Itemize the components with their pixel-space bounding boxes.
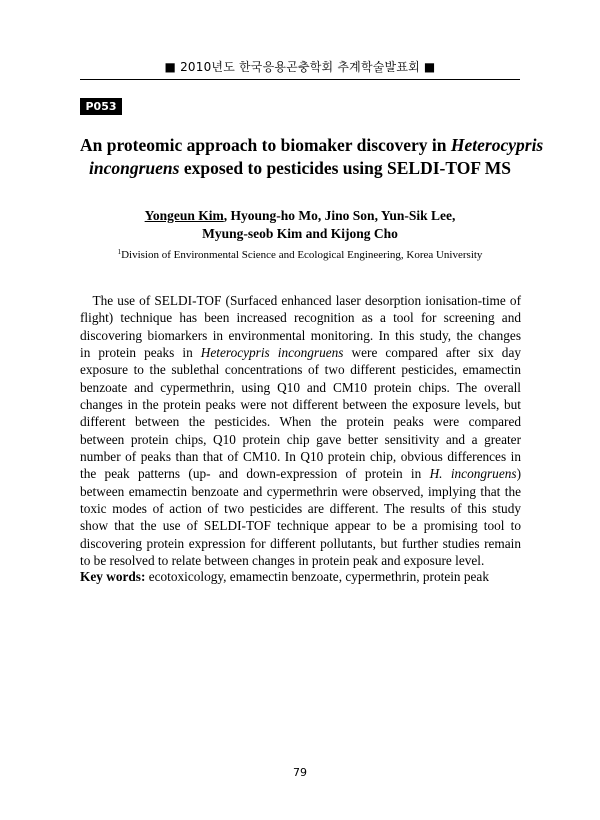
poster-number-badge: P053 xyxy=(80,98,122,115)
abstract-line: discovering biomarkers in environmental monitoring. In this study, the changes xyxy=(80,327,521,343)
species-name: Heterocypris incongruens xyxy=(200,345,344,361)
affiliation-marker: 1 xyxy=(117,248,122,256)
abstract-line: toxic modes of action of two pesticides are different. The results of this study xyxy=(80,501,521,517)
header-rule xyxy=(80,79,520,80)
author-line-2: Myung-seob Kim and Kijong Cho xyxy=(202,226,398,241)
abstract-line: different between the pesticides. When the protein peaks were compared xyxy=(80,414,521,430)
keywords xyxy=(80,568,520,585)
abstract-line: to be resolved to relate between changes in protein peak and exposure level. xyxy=(80,553,485,569)
affiliation-text: Division of Environmental Science and Ecological Engineering, Korea University xyxy=(121,249,483,261)
running-header: ■ 2010년도 한국응용곤충학회 추계학술발표회 ■ xyxy=(164,60,436,74)
abstract-line: flight) technique has been increased recognition as a tool for screening and xyxy=(80,310,521,326)
title-line-2-text: exposed to pesticides using SELDI-TOF MS xyxy=(179,158,512,178)
abstract-line: the peak patterns (up- and down-expression of protein in H. incongruens) xyxy=(80,466,521,482)
abstract-line: exposure to the sublethal concentrations of two different pesticides, emamectin xyxy=(80,362,521,378)
keywords-text: ecotoxicology, emamectin benzoate, cypermethrin, protein peak xyxy=(145,569,489,584)
abstract-line: discovering protein expression for different pollutants, but further studies remain xyxy=(80,535,521,551)
abstract-line: number of peaks than that of CM10. In Q10 protein chip, obvious differences in xyxy=(80,449,521,465)
affiliation xyxy=(80,245,520,263)
author-list xyxy=(80,207,520,243)
author-line-1 xyxy=(80,207,520,225)
title-species-epithet: incongruens xyxy=(88,158,180,178)
page-number: 79 xyxy=(293,766,307,779)
paper-title xyxy=(80,134,544,180)
abstract-line: changes in the protein peaks were not different between the exposure levels, but xyxy=(80,397,521,413)
co-authors-1: , Hyoung-ho Mo, Jino Son, Yun-Sik Lee, xyxy=(223,208,456,223)
abstract-line: benzoate and cypermethrin, using Q10 and CM10 protein chips. The overall xyxy=(80,379,521,395)
species-name-short: H. incongruens xyxy=(429,466,517,482)
title-line-1-text: An proteomic approach to biomaker discovery in xyxy=(80,135,451,155)
abstract xyxy=(80,292,521,570)
abstract-line: in protein peaks in Heterocypris incongruens were compared after six day xyxy=(80,345,521,361)
abstract-line: between emamectin benzoate and cypermethrin were observed, implying that the xyxy=(80,483,521,499)
abstract-line: The use of SELDI-TOF (Surfaced enhanced laser desorption ionisation-time of xyxy=(92,293,521,308)
first-author: Yongeun Kim xyxy=(144,208,224,223)
abstract-line: show that the use of SELDI-TOF technique appear to be a promising tool to xyxy=(80,518,521,534)
keywords-label: Key words: xyxy=(80,569,146,584)
title-species-genus: Heterocypris xyxy=(450,135,544,155)
title-line-1 xyxy=(80,134,544,157)
abstract-line: between protein chips, Q10 protein chip gave better sensitivity and a greater xyxy=(80,431,521,447)
title-line-2 xyxy=(80,157,520,180)
